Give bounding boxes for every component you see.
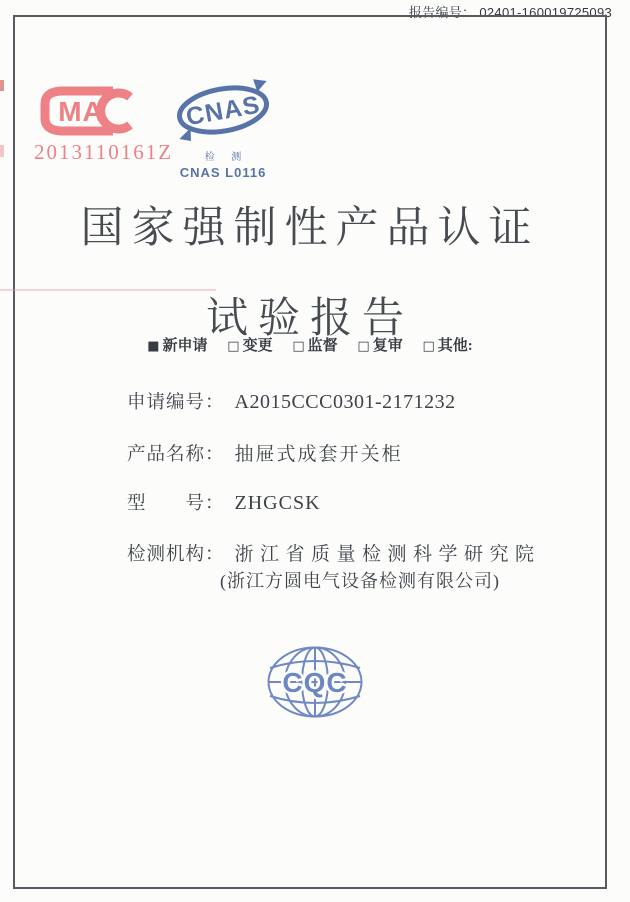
field-test-organization [127, 539, 541, 566]
checkbox-option-new [147, 338, 207, 354]
cma-logo-icon [37, 84, 141, 138]
report-number-value: 02401-160019725093 [479, 5, 612, 20]
checkbox-option-review [357, 338, 402, 354]
document-title [13, 206, 607, 345]
cqc-logo [263, 645, 367, 719]
checkbox-label: 新申请 [162, 338, 208, 354]
cnas-accreditation-code: CNAS L0116 [179, 165, 267, 180]
checkbox-label: 复审 [372, 338, 403, 354]
field-label: 产品名称： [127, 445, 225, 465]
checkbox-option-other [422, 338, 472, 354]
checkbox-option-change [227, 338, 272, 354]
field-value: 浙江省质量检测科学研究院 [234, 544, 541, 565]
field-label: 申请编号： [127, 393, 225, 413]
field-label: 型 号： [127, 494, 225, 514]
cma-cert-number: 2013110161Z [34, 140, 174, 164]
checkbox-unchecked-icon: □ [227, 339, 240, 354]
checkbox-label: 其他: [437, 338, 473, 354]
field-model [127, 489, 321, 515]
cnas-caption-cn: 检 测 [204, 152, 249, 163]
field-test-organization-line2: (浙江方圆电气设备检测有限公司) [220, 571, 500, 591]
field-product-name [127, 439, 403, 466]
cqc-logo-icon [265, 645, 365, 719]
field-application-number [127, 388, 456, 414]
checkbox-unchecked-icon: □ [292, 339, 305, 354]
checkbox-unchecked-icon: □ [357, 339, 370, 354]
cqc-logo-letters: CQC [282, 667, 348, 698]
scan-artifact-mark [0, 80, 4, 91]
title-line-2: 试验报告 [205, 296, 414, 343]
checkbox-option-supervision [292, 338, 337, 354]
title-line-1: 国家强制性产品认证 [80, 205, 540, 252]
field-value: 抽屉式成套开关柜 [234, 444, 403, 465]
checkbox-unchecked-icon: □ [422, 339, 435, 354]
checkbox-checked-icon: ■ [147, 339, 160, 354]
report-number-label: 报告编号： [408, 5, 476, 20]
application-type-row [13, 334, 607, 355]
cnas-logo-letters: CNAS [183, 90, 263, 132]
cma-logo [34, 84, 174, 165]
cnas-logo-icon [168, 76, 278, 146]
field-value: ZHGCSK [234, 492, 321, 514]
scan-artifact-mark [0, 145, 4, 157]
field-label: 检测机构： [127, 545, 225, 565]
checkbox-label: 变更 [242, 338, 273, 354]
cma-logo-letters: MA [58, 96, 104, 127]
cnas-logo [166, 76, 280, 180]
checkbox-label: 监督 [307, 338, 338, 354]
field-value: A2015CCC0301-2171232 [234, 391, 456, 413]
